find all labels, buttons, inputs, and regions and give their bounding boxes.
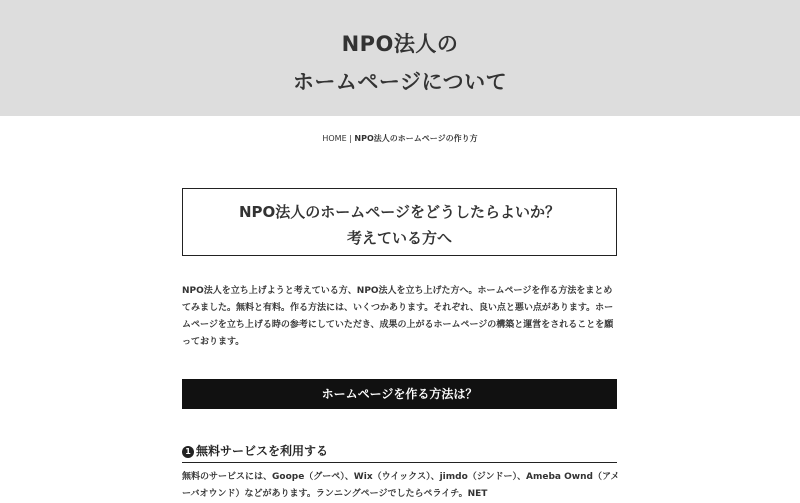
breadcrumb xyxy=(0,133,800,144)
breadcrumb-home-link[interactable]: HOME xyxy=(322,134,347,143)
page-title-line1: NPO法人の xyxy=(341,32,459,56)
section-heading: ホームページを作る方法は？ xyxy=(182,379,617,409)
page-title-line2: ホームページについて xyxy=(292,70,508,94)
lead-box xyxy=(182,188,617,256)
subsection-body: 無料のサービスには、Goope（グーペ）、Wix（ウイックス）、jimdo（ジンドー）、Ameba Ownd（アメーバオウンド）などがあります。ランニングページでしたらペライチ。NET xyxy=(182,472,620,499)
number-circle-icon: 1 xyxy=(182,446,194,458)
breadcrumb-current: NPO法人のホームページの作り方 xyxy=(354,134,478,143)
subsection-heading-text: 無料サービスを利用する xyxy=(196,444,329,458)
intro-paragraph: NPO法人を立ち上げようと考えている方、NPO法人を立ち上げた方へ。ホームページを作る方法をまとめてみました。無料と有料。作る方法には、いくつかあります。それぞれ、良い点と悪い点があります。ホームページを立ち上げる時の参考にしていただき、成果の上がるホームページの構築と運営をされることを願っております。 xyxy=(182,286,614,347)
subsection-heading xyxy=(182,443,617,463)
breadcrumb-separator: | xyxy=(346,134,355,143)
lead-heading-line2: 考えている方へ xyxy=(346,229,452,247)
page-hero xyxy=(0,0,800,116)
lead-heading-line1: NPO法人のホームページをどうしたらよいか？ xyxy=(238,203,560,221)
